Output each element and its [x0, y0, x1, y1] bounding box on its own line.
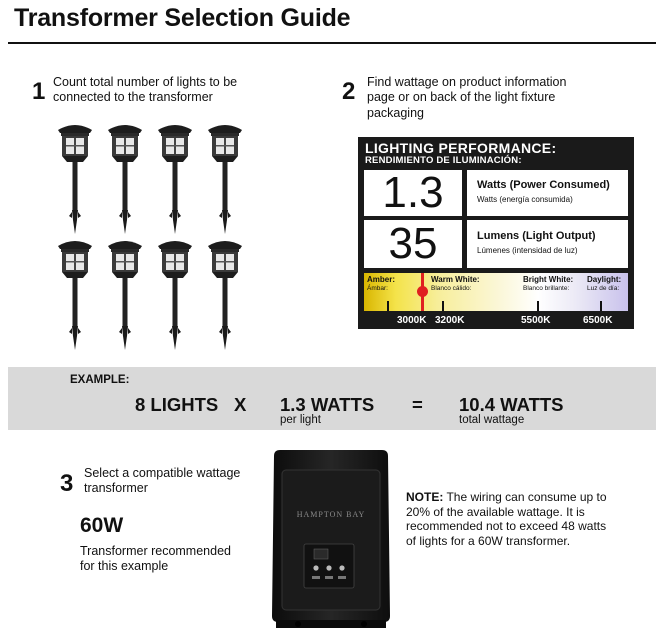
transformer-icon: [268, 448, 394, 630]
step-1-number: 1: [32, 78, 46, 105]
kelvin-3200: 3200K: [435, 315, 465, 326]
step-2-text: [367, 75, 566, 121]
lumens-value-cell: [364, 220, 462, 268]
note-bold-label: NOTE:: [406, 490, 444, 504]
step-1-line-2: connected to the transformer: [53, 90, 213, 105]
path-light-icon: [100, 120, 150, 236]
step-3-line-1: Select a compatible wattage: [84, 466, 241, 480]
lumens-label: Lumens (Light Output): [477, 230, 596, 242]
lumens-value: 35: [388, 219, 438, 268]
label-subtitle: RENDIMIENTO DE ILUMINACIÓN:: [365, 155, 522, 166]
step-3-number: 3: [60, 470, 74, 497]
spectrum-tick: [537, 301, 539, 311]
path-light-icon: [150, 236, 200, 352]
spectrum-warm-white-label: Warm White: Blanco cálido:: [431, 275, 480, 292]
path-light-icon: [100, 236, 150, 352]
step-3-text: [84, 466, 240, 497]
spectrum-marker-dot: [417, 286, 428, 297]
step-2-line-3: packaging: [367, 105, 424, 120]
watts-label: Watts (Power Consumed): [477, 179, 610, 191]
example-label: EXAMPLE:: [70, 374, 130, 386]
kelvin-5500: 5500K: [521, 315, 551, 326]
step-1-line-1: Count total number of lights to be: [53, 75, 238, 89]
spectrum-tick: [600, 301, 602, 311]
watts-label-cell: [467, 170, 628, 216]
transformer-image: [268, 448, 394, 630]
watts-value: 1.3: [382, 168, 444, 217]
step-1-text: [53, 75, 237, 106]
spectrum-daylight-label: Daylight: Luz de día:: [587, 275, 622, 292]
watts-value-cell: [364, 170, 462, 216]
kelvin-3000: 3000K: [397, 315, 427, 326]
step-3-line-2: transformer: [84, 481, 148, 496]
step-2-line-2: page or on back of the light fixture: [367, 90, 556, 105]
note-text: The wiring can consume up to 20% of the available wattage. It is recommended not to exceed 48 watts of lights for a 60W transformer.: [406, 490, 607, 548]
recommendation-line-2: for this example: [80, 559, 169, 574]
example-total-sub: total wattage: [459, 414, 525, 426]
watts-sub-label: Watts (energía consumida): [477, 195, 573, 204]
path-light-icon: [200, 120, 250, 236]
title-divider: [8, 42, 656, 44]
spectrum-bright-white-label: Bright White: Blanco brillante:: [523, 275, 574, 292]
step-2-line-1: Find wattage on product information: [367, 75, 567, 89]
spectrum-amber-label: Amber: Ámbar:: [367, 275, 396, 292]
spectrum-tick: [387, 301, 389, 311]
path-light-icon: [50, 236, 100, 352]
spectrum-tick: [442, 301, 444, 311]
path-light-icon: [50, 120, 100, 236]
example-watts: 1.3 WATTS: [280, 394, 375, 415]
path-light-icon: [200, 236, 250, 352]
lumens-sub-label: Lúmenes (intensidad de luz): [477, 246, 578, 255]
kelvin-6500: 6500K: [583, 315, 613, 326]
example-equals: =: [412, 394, 423, 415]
recommendation-line-1: Transformer recommended: [80, 544, 231, 558]
lumens-label-cell: [467, 220, 628, 268]
label-title: LIGHTING PERFORMANCE:: [365, 140, 557, 156]
transformer-brand: HAMPTON BAY: [296, 510, 366, 519]
recommendation-text: [80, 544, 231, 575]
path-lights-grid: [50, 120, 250, 352]
example-watts-sub: per light: [280, 414, 321, 426]
step-2-number: 2: [342, 78, 356, 105]
wattage-note: [406, 490, 616, 549]
example-lights: 8 LIGHTS: [135, 394, 219, 415]
recommended-wattage: 60W: [80, 514, 124, 537]
page-title: Transformer Selection Guide: [14, 4, 351, 32]
example-total: 10.4 WATTS: [459, 394, 564, 415]
path-light-icon: [150, 120, 200, 236]
example-times: X: [234, 394, 247, 415]
